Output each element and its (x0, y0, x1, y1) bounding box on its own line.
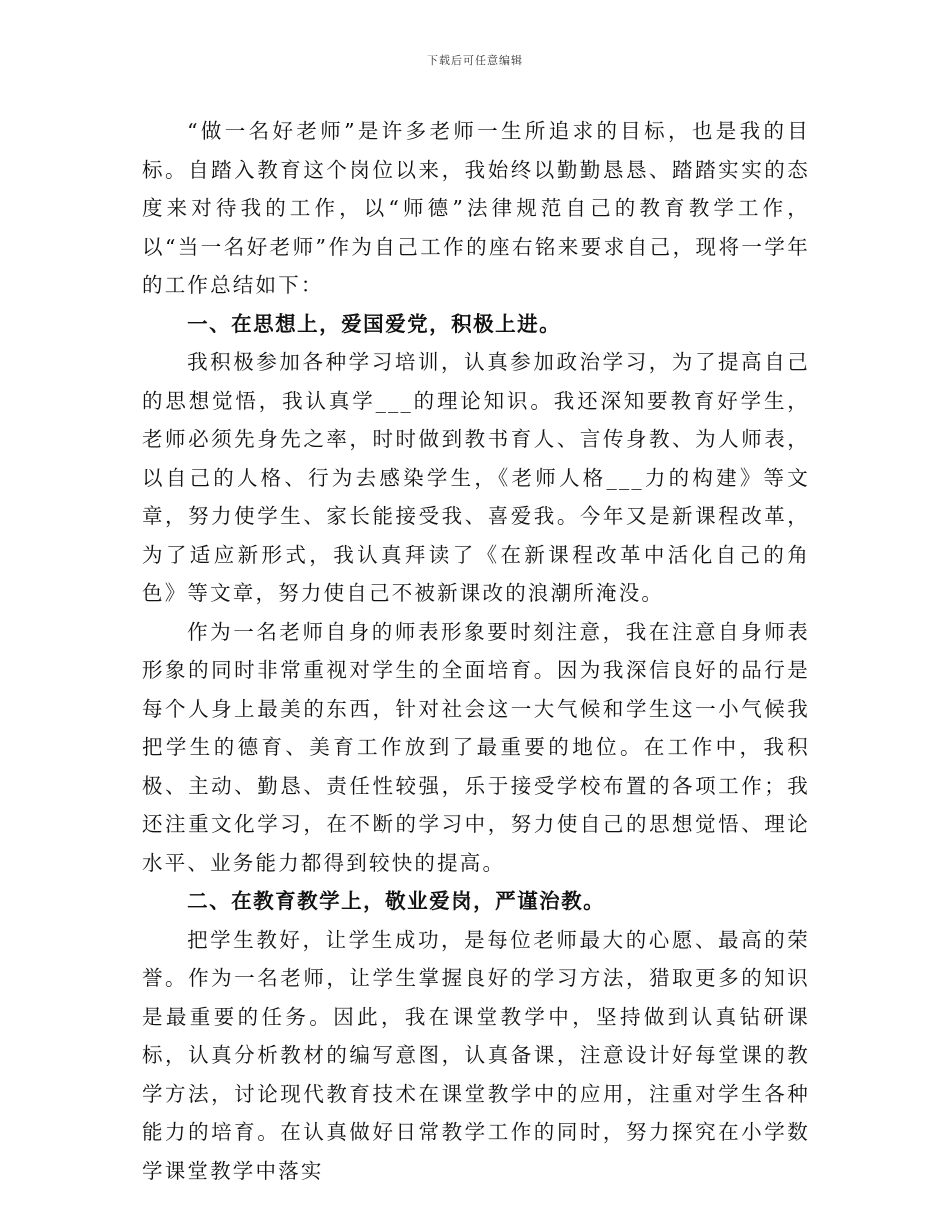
intro-paragraph: “做一名好老师”是许多老师一生所追求的目标，也是我的目标。自踏入教育这个岗位以来，我始终以勤勤恳恳、踏踏实实的态度来对待我的工作，以“师德”法律规范自己的教育教学工作，以“当一名好老师”作为自己工作的座右铭来要求自己，现将一学年的工作总结如下： (142, 119, 810, 297)
page-header-note: 下载后可任意编辑 (427, 54, 523, 67)
ideology-paragraph-character: 作为一名老师自身的师表形象要时刻注意，我在注意自身师表形象的同时非常重视对学生的全面培育。因为我深信良好的品行是每个人身上最美的东西，针对社会这一大气候和学生这一小气候我把学生的德育、美育工作放到了最重要的地位。在工作中，我积极、主动、勤恳、责任性较强，乐于接受学校布置的各项工作；我还注重文化学习，在不断的学习中，努力使自己的思想觉悟、理论水平、业务能力都得到较快的提高。 (142, 619, 810, 875)
document-body (142, 112, 810, 1190)
section-heading-ideology: 一、在思想上，爱国爱党，积极上进。 (187, 311, 562, 336)
section-heading-teaching: 二、在教育教学上，敬业爱岗，严谨治教。 (187, 889, 606, 913)
ideology-paragraph-study: 我积极参加各种学习培训，认真参加政治学习，为了提高自己的思想觉悟，我认真学___的理论知识。我还深知要教育好学生，老师必须先身先之率，时时做到教书育人、言传身教、为人师表，以自己的人格、行为去感染学生，《老师人格___力的构建》等文章，努力使学生、家长能接受我、喜爱我。今年又是新课程改革，为了适应新形式，我认真拜读了《在新课程改革中活化自己的角色》等文章，努力使自己不被新课改的浪潮所淹没。 (142, 350, 810, 605)
teaching-paragraph: 把学生教好，让学生成功，是每位老师最大的心愿、最高的荣誉。作为一名老师，让学生掌握良好的学习方法，猎取更多的知识是最重要的任务。因此，我在课堂教学中，坚持做到认真钻研课标，认真分析教材的编写意图，认真备课，注意设计好每堂课的教学方法，讨论现代教育技术在课堂教学中的应用，注重对学生各种能力的培育。在认真做好日常教学工作的同时，努力探究在小学数学课堂教学中落实 (142, 927, 810, 1183)
